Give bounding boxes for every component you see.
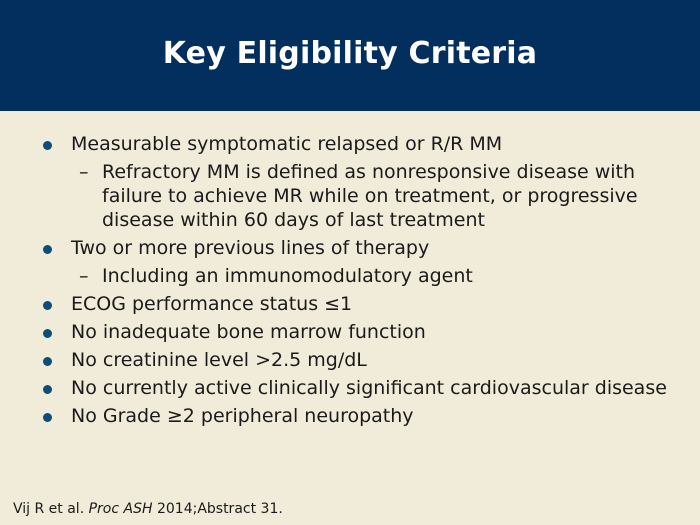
bullet-dot-icon [43, 301, 52, 310]
citation-authors: Vij R et al. [13, 501, 85, 517]
bullet-dot-icon [43, 141, 52, 150]
title-bar [0, 0, 700, 111]
bullet-text: No Grade ≥2 peripheral neuropathy [71, 405, 414, 427]
citation-rest: 2014;Abstract 31. [156, 501, 283, 517]
bullet-item [0, 236, 700, 260]
bullet-dot-icon [43, 385, 52, 394]
citation [13, 500, 283, 518]
citation-journal: Proc ASH [88, 501, 153, 517]
bullet-item [0, 292, 700, 316]
bullet-dot-icon [43, 413, 52, 422]
bullet-item [0, 320, 700, 344]
dash-marker: – [79, 161, 89, 183]
bullet-list [0, 132, 700, 432]
bullet-dot-icon [43, 329, 52, 338]
bullet-dot-icon [43, 245, 52, 254]
sub-bullet-text: Refractory MM is defined as nonresponsive disease with failure to achieve MR while on treatment, or progressive disease within 60 days of last treatment [102, 161, 638, 231]
dash-marker: – [79, 265, 89, 287]
bullet-text: No currently active clinically significant cardiovascular disease [71, 377, 667, 399]
bullet-item [0, 404, 700, 428]
bullet-text: Measurable symptomatic relapsed or R/R MM [71, 133, 503, 155]
bullet-text: No creatinine level >2.5 mg/dL [71, 349, 367, 371]
sub-bullet-item [0, 264, 700, 288]
sub-bullet-item [0, 160, 700, 232]
bullet-item [0, 376, 700, 400]
bullet-text: ECOG performance status ≤1 [71, 293, 353, 315]
bullet-text: Two or more previous lines of therapy [71, 237, 430, 259]
bullet-item [0, 348, 700, 372]
bullet-item [0, 132, 700, 156]
bullet-text: No inadequate bone marrow function [71, 321, 426, 343]
sub-bullet-text: Including an immunomodulatory agent [102, 265, 473, 287]
bullet-dot-icon [43, 357, 52, 366]
slide-title: Key Eligibility Criteria [162, 36, 538, 71]
